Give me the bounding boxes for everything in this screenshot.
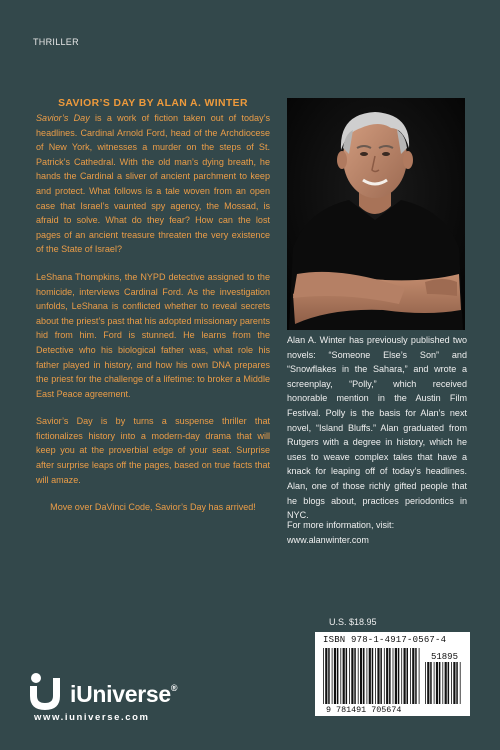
barcode-bar xyxy=(401,648,402,704)
publisher-logo xyxy=(27,672,178,717)
publisher-name xyxy=(70,681,177,708)
barcode-bar xyxy=(367,648,368,704)
barcode-bar xyxy=(358,648,359,704)
isbn-number: ISBN 978-1-4917-0567-4 xyxy=(323,635,447,645)
barcode-bar xyxy=(328,648,330,704)
barcode-bar xyxy=(377,648,379,704)
publisher-name-text: iUniverse xyxy=(70,681,171,707)
barcode-bar xyxy=(332,648,333,704)
barcode-bar xyxy=(436,662,438,704)
registered-mark: ® xyxy=(170,683,178,693)
barcode-bar xyxy=(323,648,324,704)
iuniverse-logo-icon xyxy=(27,672,67,712)
barcode-bar xyxy=(375,648,376,704)
blurb-paragraph-2: LeShana Thompkins, the NYPD detective assigned to the homicide, interviews Cardinal Ford. As the investigation unfolds, LeShana is conflicted whether to reveal secrets about the priest’s past that his adopted missionary parents hid from him. Ford is stunned. He learns from the Detective who his biological father was, what role his father played in history, and how his own DNA prepares the priest for the challenge of a lifetime: to broker a Middle East Peace agreement. xyxy=(36,271,270,399)
barcode-bar xyxy=(407,648,409,704)
author-website-link[interactable]: www.alanwinter.com xyxy=(287,534,369,545)
blurb-closing-line: Move over DaVinci Code, Savior’s Day has arrived! xyxy=(50,502,256,513)
barcode-bar xyxy=(351,648,353,704)
barcode-bar xyxy=(349,648,350,704)
barcode-bar xyxy=(363,648,365,704)
barcode-bar xyxy=(340,648,341,704)
barcode-bar xyxy=(343,648,345,704)
author-photo xyxy=(287,98,465,330)
barcode-bar xyxy=(442,662,443,704)
genre-label: THRILLER xyxy=(33,37,79,47)
barcode-bar xyxy=(434,662,435,704)
barcode-bar xyxy=(354,648,356,704)
barcode-bar xyxy=(451,662,452,704)
barcode-bar xyxy=(337,648,339,704)
blurb-paragraph-1-text: is a work of fiction taken out of today’s headlines. Cardinal Arnold Ford, head of the Archdiocese of New York, witnesses a murder on the steps of St. Patrick’s Cathedral. With the old man’s dying breath, he hands the Cardinal a sliver of ancient parchment to keep and protect. What follows is a tale woven from an open case that Israel’s vaunted spy agency, the Mossad, is afraid to solve. What do they fear? How can the lost pages of an ancient treasure threaten the very existence of the State of Israel? xyxy=(36,113,270,255)
barcode-bar xyxy=(360,648,362,704)
barcode-bar xyxy=(410,648,411,704)
barcode-bar xyxy=(456,662,458,704)
barcode-bar xyxy=(430,662,432,704)
barcode-bar xyxy=(384,648,385,704)
barcode-bar xyxy=(395,648,397,704)
barcode-bar xyxy=(425,662,426,704)
barcode-bar xyxy=(325,648,327,704)
more-info-label: For more information, visit: xyxy=(287,520,395,530)
barcode-digits: 9 781491 705674 xyxy=(326,705,402,715)
barcode-graphic xyxy=(315,632,470,716)
barcode-bar xyxy=(445,662,447,704)
blurb-title: SAVIOR’S DAY BY ALAN A. WINTER xyxy=(58,98,248,109)
barcode-bar xyxy=(453,662,455,704)
author-portrait-illustration xyxy=(287,98,465,330)
barcode-bar xyxy=(415,648,417,704)
barcode-bar xyxy=(404,648,406,704)
book-blurb xyxy=(36,98,270,528)
barcode-bar xyxy=(448,662,450,704)
isbn-barcode xyxy=(315,632,470,716)
book-title-italic: Savior’s Day xyxy=(36,113,90,123)
barcode-bar xyxy=(427,662,429,704)
barcode-bar xyxy=(398,648,400,704)
barcode-bar xyxy=(393,648,394,704)
barcode-bar xyxy=(369,648,371,704)
barcode-bar xyxy=(419,648,420,704)
barcode-bar xyxy=(334,648,336,704)
blurb-paragraph-1 xyxy=(36,111,270,257)
barcode-addon-digits: 51895 xyxy=(430,652,458,662)
barcode-bar xyxy=(439,662,441,704)
price-label: U.S. $18.95 xyxy=(329,617,377,627)
barcode-bar xyxy=(386,648,388,704)
barcode-bar xyxy=(372,648,374,704)
barcode-bar xyxy=(460,662,461,704)
author-bio: Alan A. Winter has previously published two novels: “Someone Else’s Son” and “Snowflakes in the Sahara,” and wrote a screenplay, “Polly,” which received honorable mention in the Austin Film Festival. Polly is the basis for Alan’s next novel, “Island Bluffs.” Alan graduated from Rutgers with a degree in history, which he uses to weave complex tales that have a knack for leaping off of today’s headlines. Alan, one of those richly gifted people that he blogs about, practices periodontics in NYC. xyxy=(287,335,467,521)
barcode-bar xyxy=(346,648,348,704)
blurb-paragraph-3: Savior’s Day is by turns a suspense thriller that fictionalizes history into a modern-day drama that will keep you at the proverbial edge of your seat. Surprise after surprise leaps off the pages, based on true facts that will amaze. xyxy=(36,416,270,485)
barcode-bar xyxy=(380,648,382,704)
barcode-bar xyxy=(412,648,414,704)
barcode-bar xyxy=(389,648,391,704)
publisher-website: www.iuniverse.com xyxy=(34,712,150,723)
more-info xyxy=(287,518,467,547)
